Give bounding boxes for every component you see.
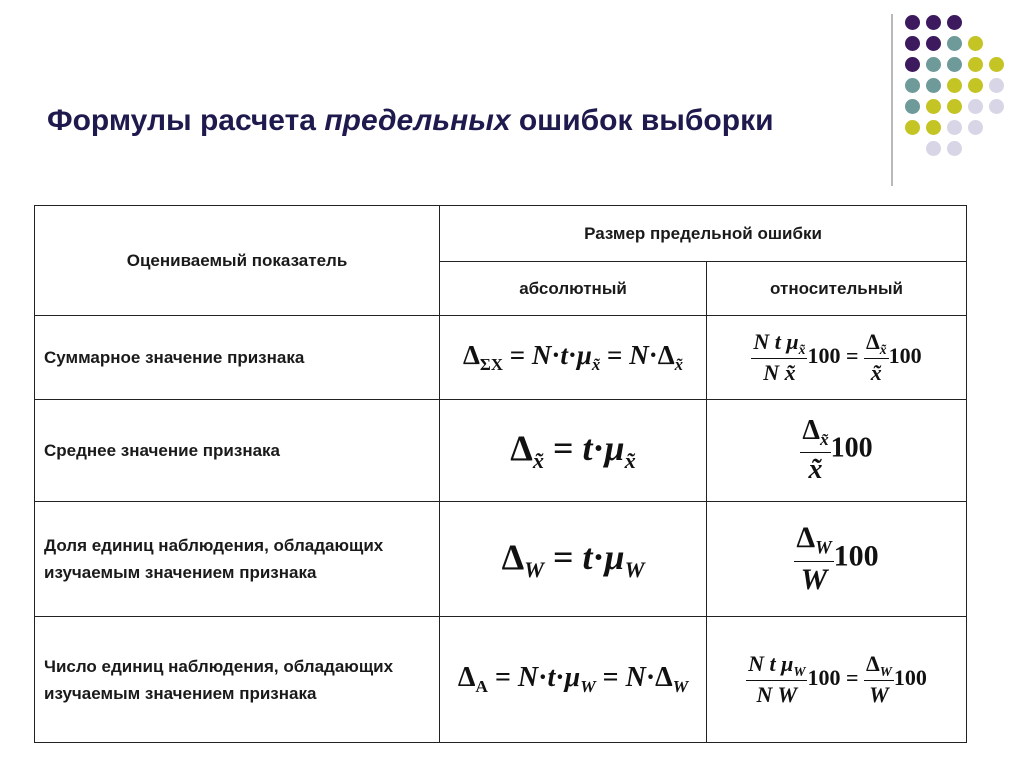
decor-dot [968, 99, 983, 114]
decor-dot [926, 120, 941, 135]
formula-relative: $\frac{\Delta_{x̃}}{x̃}$ 100 [707, 400, 967, 502]
decor-dot [947, 120, 962, 135]
decor-dot [926, 78, 941, 93]
table-row [35, 316, 967, 400]
decor-dot [926, 15, 941, 30]
title-part-3: ошибок выборки [518, 104, 774, 137]
formula-absolute: $\Delta_A = N\cdot t\cdot\mu_W = N\cdot\Delta_W$ [440, 617, 707, 743]
decor-dot-grid [0, 0, 1024, 190]
decor-dot [947, 57, 962, 72]
table-row [35, 502, 967, 617]
header-absolute: абсолютный [440, 262, 707, 316]
formula-relative: $\frac{N t \mu_W}{\text{N W}}$ 100 = $\frac{\Delta_W}{W}$ 100 [707, 617, 967, 743]
decor-dot [968, 78, 983, 93]
decor-dot [905, 99, 920, 114]
title-part-1: Формулы расчета [47, 104, 316, 137]
slide-title [47, 104, 774, 138]
row-label: Число единиц наблюдения, обладающих изучаемым значением признака [35, 617, 440, 743]
formula-absolute: $\Delta_W = t\cdot\mu_W$ [440, 502, 707, 617]
decor-dot [947, 36, 962, 51]
decor-divider-line [891, 14, 893, 186]
header-indicator: Оцениваемый показатель [35, 206, 440, 316]
decor-dot [926, 99, 941, 114]
decor-dot [989, 99, 1004, 114]
table-row [35, 617, 967, 743]
decor-dot [905, 57, 920, 72]
decor-dot [905, 78, 920, 93]
row-label: Доля единиц наблюдения, обладающих изучаемым значением признака [35, 502, 440, 617]
decor-dot [905, 15, 920, 30]
decor-dot [989, 78, 1004, 93]
title-part-2: предельных [324, 104, 511, 137]
decor-dot [968, 120, 983, 135]
formula-relative: $\frac{\Delta_W}{W}$ 100 [707, 502, 967, 617]
header-error-size: Размер предельной ошибки [440, 206, 967, 262]
decor-dot [968, 57, 983, 72]
decor-dot [947, 99, 962, 114]
formula-absolute: $\Delta_{\Sigma X} = N\cdot t\cdot\mu_{x̃} = N\cdot\Delta_{x̃}$ [440, 316, 707, 400]
decor-dot [989, 57, 1004, 72]
decor-dot [905, 120, 920, 135]
decor-dot [926, 36, 941, 51]
row-label: Суммарное значение признака [35, 316, 440, 400]
decor-dot [926, 141, 941, 156]
decor-dot [926, 57, 941, 72]
formula-relative: $\frac{N t \mu_{x̃}}{\text{N x̃}}$ 100 = $\frac{\Delta_{x̃}}{x̃}$ 100 [707, 316, 967, 400]
decor-dot [947, 141, 962, 156]
header-relative: относительный [707, 262, 967, 316]
error-formulas-table [34, 205, 967, 743]
formula-absolute: $\Delta_{x̃} = t\cdot\mu_{x̃}$ [440, 400, 707, 502]
decor-dot [968, 36, 983, 51]
decor-dot [947, 78, 962, 93]
decor-dot [905, 36, 920, 51]
decor-dot [947, 15, 962, 30]
row-label: Среднее значение признака [35, 400, 440, 502]
table-row [35, 400, 967, 502]
